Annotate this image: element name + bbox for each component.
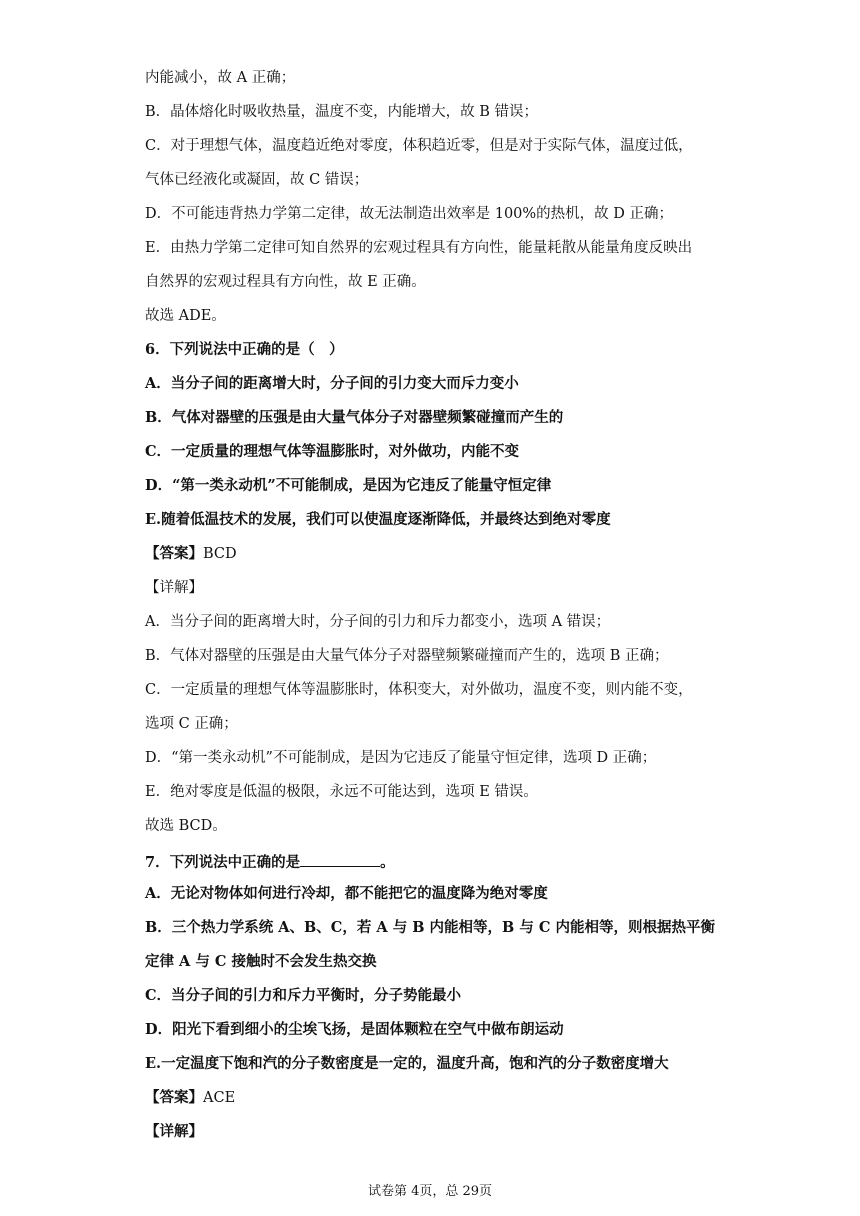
explanation-heading: 【详解】 bbox=[145, 580, 203, 596]
answer-line bbox=[145, 1088, 235, 1108]
question-7-option-b-cont: 定律 A 与 C 接触时不会发生热交换 bbox=[145, 953, 377, 970]
question-6-option-e: E.随着低温技术的发展，我们可以使温度逐渐降低，并最终达到绝对零度 bbox=[145, 511, 611, 528]
question-6-option-d: D．“第一类永动机”不可能制成，是因为它违反了能量守恒定律 bbox=[145, 477, 552, 494]
text-line: E．绝对零度是低温的极限，永远不可能达到，选项 E 错误。 bbox=[145, 784, 538, 800]
question-7-option-a: A．无论对物体如何进行冷却，都不能把它的温度降为绝对零度 bbox=[145, 885, 548, 902]
answer-label: 【答案】 bbox=[145, 545, 203, 562]
answer-value: ACE bbox=[203, 1090, 236, 1106]
page-footer: 试卷第 4页，总 29页 bbox=[367, 1184, 493, 1199]
question-7-option-c: C．当分子间的引力和斥力平衡时，分子势能最小 bbox=[145, 987, 462, 1004]
text-line: D．不可能违背热力学第二定律，故无法制造出效率是 100%的热机，故 D 正确； bbox=[145, 206, 674, 222]
answer-line bbox=[145, 544, 237, 564]
answer-label: 【答案】 bbox=[145, 1089, 203, 1106]
text-line: D．“第一类永动机”不可能制成，是因为它违反了能量守恒定律，选项 D 正确； bbox=[145, 750, 657, 766]
question-6-option-c: C．一定质量的理想气体等温膨胀时，对外做功，内能不变 bbox=[145, 443, 520, 460]
question-7-option-e: E.一定温度下饱和汽的分子数密度是一定的，温度升高，饱和汽的分子数密度增大 bbox=[145, 1055, 669, 1072]
question-7-stem bbox=[145, 850, 395, 873]
text-line: C．对于理想气体，温度趋近绝对零度，体积趋近零，但是对于实际气体，温度过低， bbox=[145, 138, 693, 154]
text-line: B．晶体熔化时吸收热量，温度不变，内能增大，故 B 错误； bbox=[145, 104, 539, 120]
question-7-option-d: D．阳光下看到细小的尘埃飞扬，是固体颗粒在空气中做布朗运动 bbox=[145, 1021, 564, 1038]
answer-blank bbox=[300, 850, 380, 867]
text-line: 选项 C 正确； bbox=[145, 716, 238, 732]
text-line: 气体已经液化或凝固，故 C 错误； bbox=[145, 172, 369, 188]
question-7-text: 7．下列说法中正确的是 bbox=[145, 854, 301, 871]
question-7-option-b: B．三个热力学系统 A、B、C，若 A 与 B 内能相等，B 与 C 内能相等，则根据热平衡 bbox=[145, 919, 715, 936]
text-line: B．气体对器壁的压强是由大量气体分子对器壁频繁碰撞而产生的，选项 B 正确； bbox=[145, 648, 669, 664]
text-line: 内能减小，故 A 正确； bbox=[145, 70, 296, 86]
text-line: E．由热力学第二定律可知自然界的宏观过程具有方向性，能量耗散从能量角度反映出 bbox=[145, 240, 693, 256]
text-line: 故选 BCD。 bbox=[145, 818, 227, 834]
text-line: 自然界的宏观过程具有方向性，故 E 正确。 bbox=[145, 274, 426, 290]
text-line: A．当分子间的距离增大时，分子间的引力和斥力都变小，选项 A 错误； bbox=[145, 614, 611, 630]
question-6-option-b: B．气体对器壁的压强是由大量气体分子对器壁频繁碰撞而产生的 bbox=[145, 409, 564, 426]
answer-value: BCD bbox=[203, 546, 237, 562]
question-6-stem: 6．下列说法中正确的是（ ） bbox=[145, 341, 344, 358]
question-6-option-a: A．当分子间的距离增大时，分子间的引力变大而斥力变小 bbox=[145, 375, 519, 392]
explanation-heading: 【详解】 bbox=[145, 1123, 203, 1140]
text-line: 故选 ADE。 bbox=[145, 308, 226, 324]
question-7-suffix: 。 bbox=[380, 854, 395, 871]
text-line: C．一定质量的理想气体等温膨胀时，体积变大，对外做功，温度不变，则内能不变， bbox=[145, 682, 693, 698]
